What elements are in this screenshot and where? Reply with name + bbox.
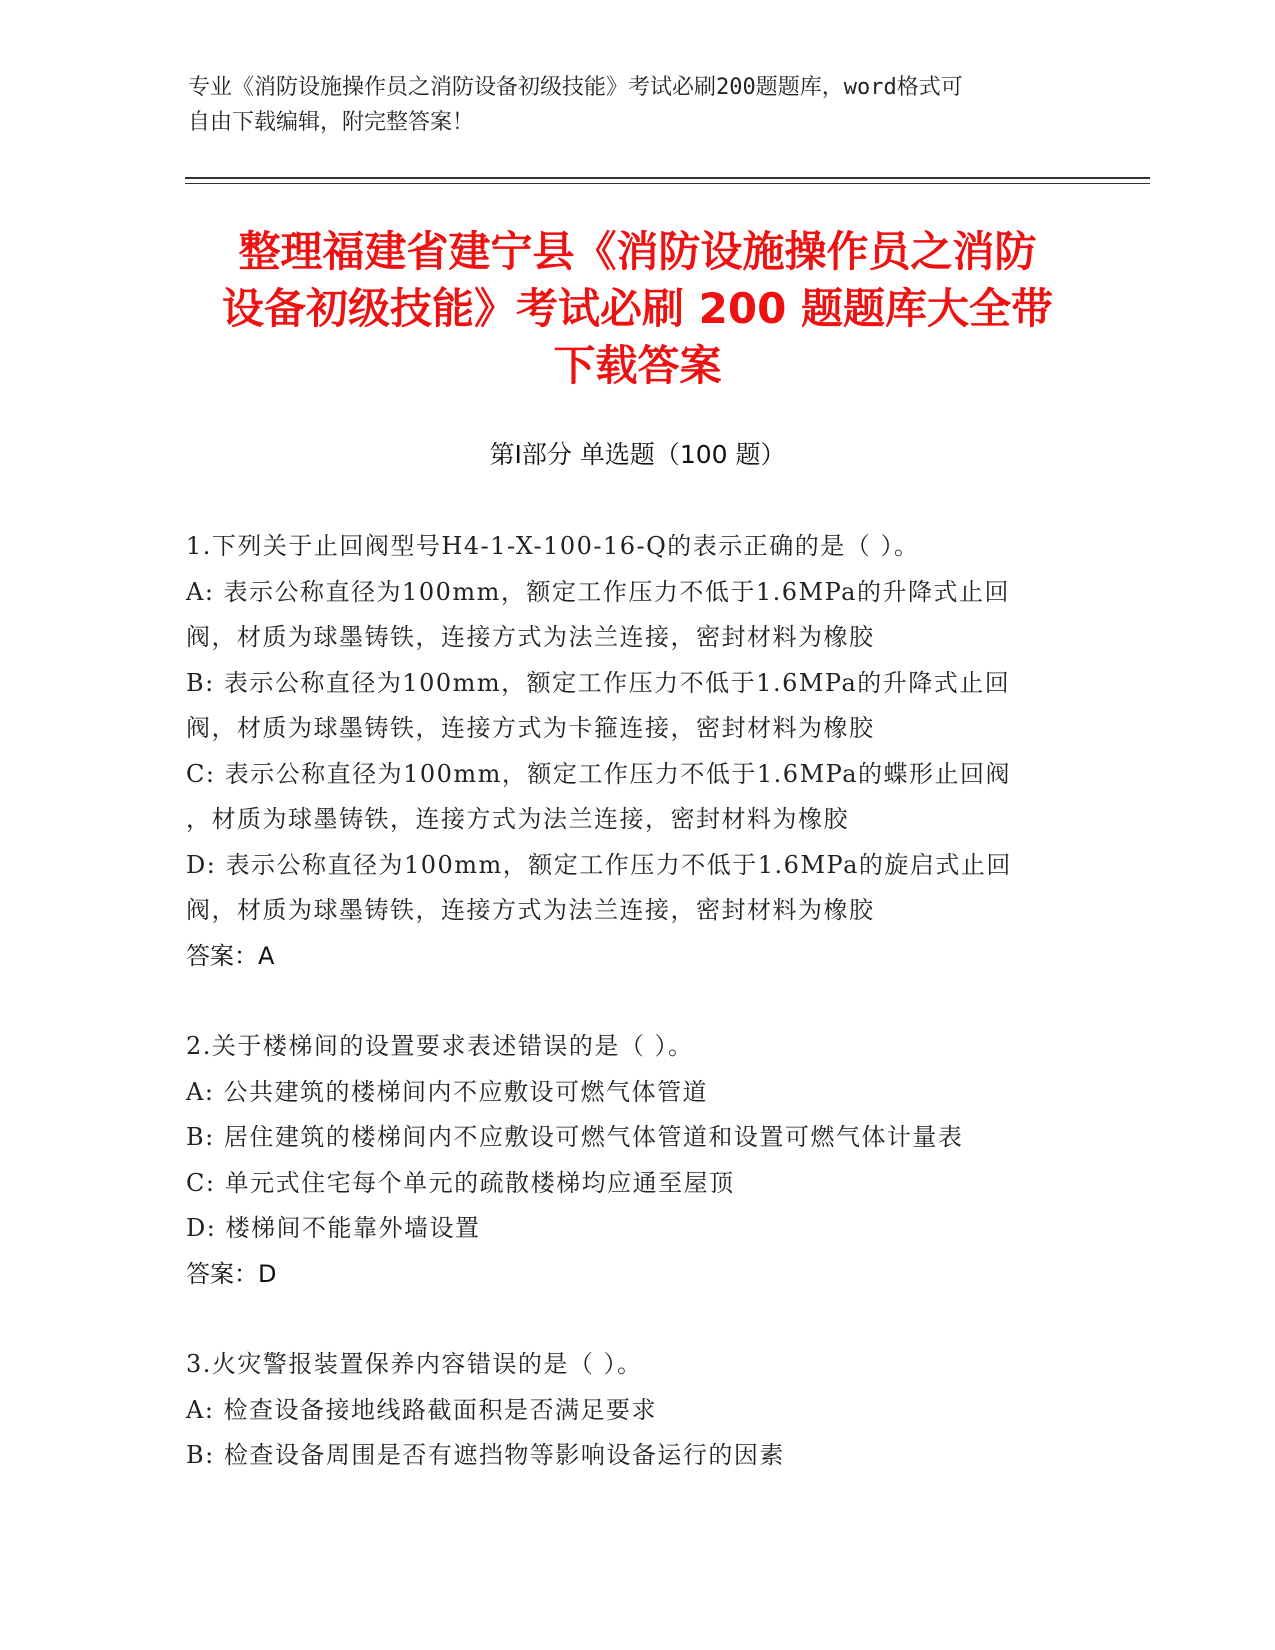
option-b: B: 居住建筑的楼梯间内不应敷设可燃气体管道和设置可燃气体计量表 xyxy=(186,1123,964,1151)
title-line: 下载答案 xyxy=(553,341,722,390)
header-note xyxy=(188,70,1068,140)
header-divider-thin xyxy=(185,183,1150,184)
option-a-cont: 阀，材质为球墨铸铁，连接方式为法兰连接，密封材料为橡胶 xyxy=(186,623,875,651)
option-d: D: 楼梯间不能靠外墙设置 xyxy=(186,1214,481,1242)
section-title: 第Ⅰ部分 单选题（100 题） xyxy=(489,440,786,469)
question-list xyxy=(186,524,1086,1524)
answer: 答案：A xyxy=(186,941,275,970)
option-c: C: 单元式住宅每个单元的疏散楼梯均应通至屋顶 xyxy=(186,1168,735,1197)
option-b: B: 表示公称直径为100mm，额定工作压力不低于1.6MPa的升降式止回 xyxy=(186,668,1011,697)
option-c: C: 表示公称直径为100mm，额定工作压力不低于1.6MPa的蝶形止回阀 xyxy=(186,759,1012,788)
question-stem: 1.下列关于止回阀型号H4-1-X-100-16-Q的表示正确的是（ ）。 xyxy=(186,532,920,560)
option-a: A: 检查设备接地线路截面积是否满足要求 xyxy=(186,1395,658,1424)
question-stem: 2.关于楼梯间的设置要求表述错误的是（ ）。 xyxy=(186,1032,694,1060)
question-2 xyxy=(186,1024,1086,1297)
option-b: B: 检查设备周围是否有遮挡物等影响设备运行的因素 xyxy=(186,1441,785,1469)
question-3 xyxy=(186,1342,1086,1479)
header-divider xyxy=(185,177,1150,179)
option-d: D: 表示公称直径为100mm，额定工作压力不低于1.6MPa的旋启式止回 xyxy=(186,850,1012,879)
header-note-line: 专业《消防设施操作员之消防设备初级技能》考试必刷200题题库，word格式可 xyxy=(188,75,963,100)
option-d-cont: 阀，材质为球墨铸铁，连接方式为法兰连接，密封材料为橡胶 xyxy=(186,896,875,924)
header-note-line: 自由下载编辑，附完整答案！ xyxy=(188,110,475,135)
document-title xyxy=(175,223,1100,394)
answer: 答案：D xyxy=(186,1259,277,1288)
title-line: 设备初级技能》考试必刷 200 题题库大全带 xyxy=(222,284,1053,333)
option-b-cont: 阀，材质为球墨铸铁，连接方式为卡箍连接，密封材料为橡胶 xyxy=(186,714,875,742)
question-stem: 3.火灾警报装置保养内容错误的是（ ）。 xyxy=(186,1350,643,1378)
title-line: 整理福建省建宁县《消防设施操作员之消防 xyxy=(238,227,1037,276)
option-c-cont: ，材质为球墨铸铁，连接方式为法兰连接，密封材料为橡胶 xyxy=(186,805,849,833)
option-a: A: 表示公称直径为100mm，额定工作压力不低于1.6MPa的升降式止回 xyxy=(186,577,1010,606)
question-1 xyxy=(186,524,1086,979)
option-a: A: 公共建筑的楼梯间内不应敷设可燃气体管道 xyxy=(186,1077,709,1106)
